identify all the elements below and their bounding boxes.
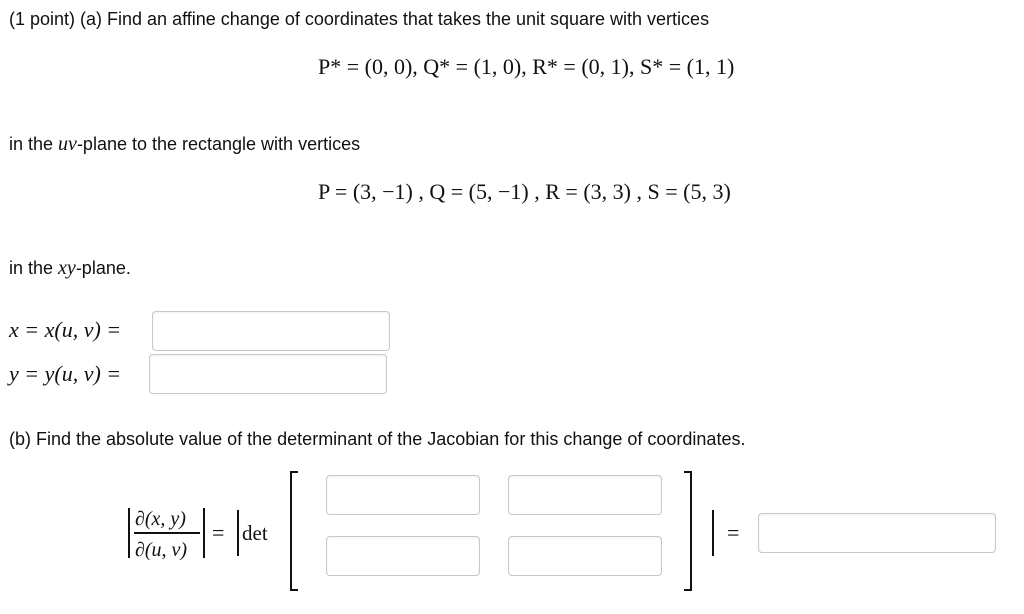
y-answer-input[interactable]	[149, 354, 387, 394]
xy-plane-variable: xy	[58, 257, 76, 279]
det-label: det	[242, 521, 268, 545]
equals-sign-second: =	[727, 520, 740, 545]
det-abs-bar-right	[712, 510, 714, 556]
jacobian-numerator: ∂(x, y)	[135, 508, 186, 530]
xy-plane-line	[9, 257, 131, 279]
uv-plane-line	[9, 133, 360, 155]
jacobian-fraction-line	[134, 532, 200, 534]
jacobian-denominator: ∂(u, v)	[135, 539, 188, 561]
equals-sign-first: =	[212, 520, 225, 545]
matrix-entry-1-2[interactable]	[508, 475, 662, 515]
determinant-result-input[interactable]	[758, 513, 996, 553]
matrix-entry-1-1[interactable]	[326, 475, 480, 515]
matrix-left-bracket	[290, 471, 298, 591]
matrix-right-bracket	[684, 471, 692, 591]
uv-plane-suffix: -plane to the rectangle with vertices	[76, 134, 361, 154]
jacobian-abs-bar-left	[128, 508, 130, 558]
xy-plane-suffix: -plane.	[75, 258, 131, 278]
matrix-entry-2-2[interactable]	[508, 536, 662, 576]
part-b-intro: (b) Find the absolute value of the determinant of the Jacobian for this change of coordinates.	[9, 429, 746, 449]
jacobian-abs-bar-right	[203, 508, 205, 558]
uv-plane-prefix: in the	[9, 134, 59, 154]
part-a-intro: (1 point) (a) Find an affine change of coordinates that takes the unit square with vertices	[9, 9, 710, 29]
det-abs-bar-left	[237, 510, 239, 556]
x-equation-label: x = x(u, v) =	[9, 317, 122, 342]
x-answer-input[interactable]	[152, 311, 390, 351]
uv-plane-variable: uv	[58, 133, 77, 155]
xy-plane-prefix: in the	[9, 258, 59, 278]
rectangle-vertices: P = (3, −1) , Q = (5, −1) , R = (3, 3) , S = (5, 3)	[318, 179, 731, 204]
unit-square-vertices: P* = (0, 0), Q* = (1, 0), R* = (0, 1), S* = (1, 1)	[318, 54, 735, 79]
y-equation-label: y = y(u, v) =	[9, 361, 122, 386]
matrix-entry-2-1[interactable]	[326, 536, 480, 576]
